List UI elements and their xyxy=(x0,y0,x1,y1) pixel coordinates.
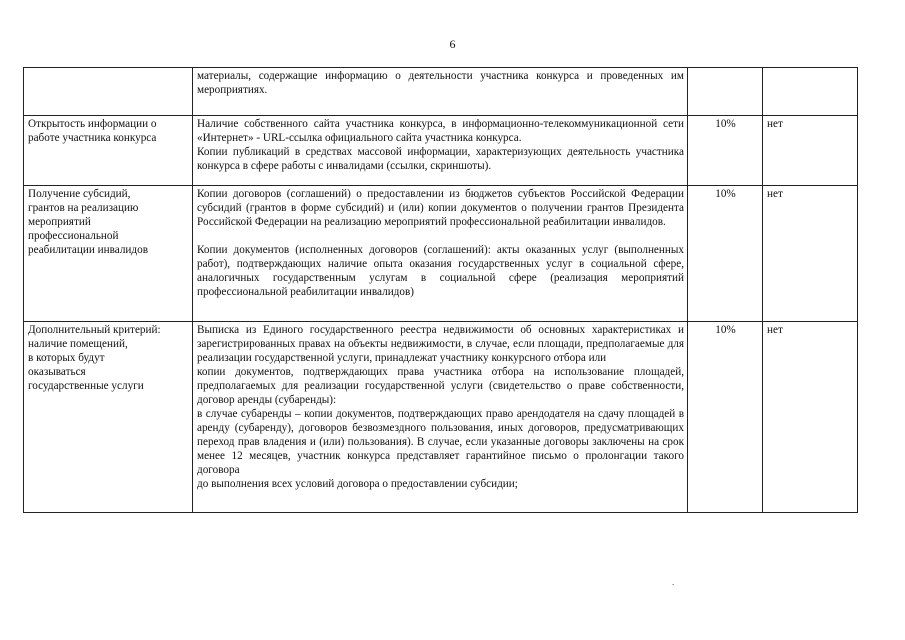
document-text: Копии документов (исполненных договоров (соглашений): акты оказанных услуг (выполненных работ), подтверждающих наличие опыта оказания государственных услуг в социальной сфере, аналогичных государственным услугам в социальной сфере (реализация мероприятий профессиональной реабилитации инвалидов) xyxy=(197,244,684,298)
note-cell: нет xyxy=(763,116,858,186)
documents-cell xyxy=(193,322,688,513)
document-text: Наличие собственного сайта участника конкурса, в информационно-телекоммуникационной сети «Интернет» - URL-ссылка официального сайта участника конкурса. xyxy=(197,118,684,144)
documents-cell xyxy=(193,186,688,322)
document-text: до выполнения всех условий договора о предоставлении субсидии; xyxy=(197,478,518,490)
document-text: Выписка из Единого государственного реестра недвижимости об основных характеристиках и зарегистрированных правах на объекты недвижимости, в случае, если площади, предполагаемые для реализации государственной услуги, принадлежат участнику конкурсного отбора или xyxy=(197,324,684,364)
criterion-text: оказываться xyxy=(28,366,86,378)
criterion-text: реабилитации инвалидов xyxy=(28,244,148,256)
weight-cell: 10% xyxy=(688,322,763,513)
documents-cell xyxy=(193,116,688,186)
document-text: в случае субаренды – копии документов, подтверждающих право арендодателя на сдачу площадей в аренду (субаренду), договоров безвозмездного пользования, иных договоров, предусматривающих переход прав владения и (или) пользования). В случае, если указанные договоры заключены на срок менее 12 месяцев, участник конкурса представляет гарантийное письмо о пролонгации такого договора xyxy=(197,408,684,476)
criterion-cell xyxy=(24,116,193,186)
criterion-text: мероприятий xyxy=(28,216,91,228)
document-text: Копии публикаций в средствах массовой информации, характеризующих деятельность участника конкурса в сфере работы с инвалидами (ссылки, скриншоты). xyxy=(197,146,684,172)
document-text: материалы, содержащие информацию о деятельности участника конкурса и проведенных им мероприятиях. xyxy=(197,70,684,96)
criterion-cell xyxy=(24,322,193,513)
document-text: копии документов, подтверждающих права участника отбора на использование площадей, предполагаемых для реализации государственной услуги (свидетельство о праве собственности, договор аренды (субаренды): xyxy=(197,366,684,406)
criterion-text: государственные услуги xyxy=(28,380,144,392)
note-cell: нет xyxy=(763,322,858,513)
weight-cell xyxy=(688,68,763,116)
scan-dot-mark: . xyxy=(672,577,675,587)
weight-cell: 10% xyxy=(688,116,763,186)
documents-cell xyxy=(193,68,688,116)
document-text: Копии договоров (соглашений) о предоставлении из бюджетов субъектов Российской Федерации субсидий (грантов в форме субсидий) и (или) копии документов о получении грантов Президента Российской Федерации на реализацию мероприятий профессиональной реабилитации инвалидов. xyxy=(197,188,684,228)
criterion-text: наличие помещений, xyxy=(28,338,128,350)
criterion-text: грантов на реализацию xyxy=(28,202,139,214)
note-cell: нет xyxy=(763,186,858,322)
criterion-cell xyxy=(24,186,193,322)
criterion-text: профессиональной xyxy=(28,230,119,242)
criterion-cell xyxy=(24,68,193,116)
criterion-text: Дополнительный критерий: xyxy=(28,324,161,336)
table-row xyxy=(24,322,858,513)
weight-cell: 10% xyxy=(688,186,763,322)
criterion-text: Получение субсидий, xyxy=(28,188,131,200)
table-row xyxy=(24,186,858,322)
criterion-text: Открытость информации о работе участника конкурса xyxy=(28,118,157,144)
criteria-table xyxy=(23,67,858,513)
criterion-text: в которых будут xyxy=(28,352,105,364)
page-number: 6 xyxy=(449,37,456,51)
table-row xyxy=(24,116,858,186)
note-cell xyxy=(763,68,858,116)
table-row xyxy=(24,68,858,116)
